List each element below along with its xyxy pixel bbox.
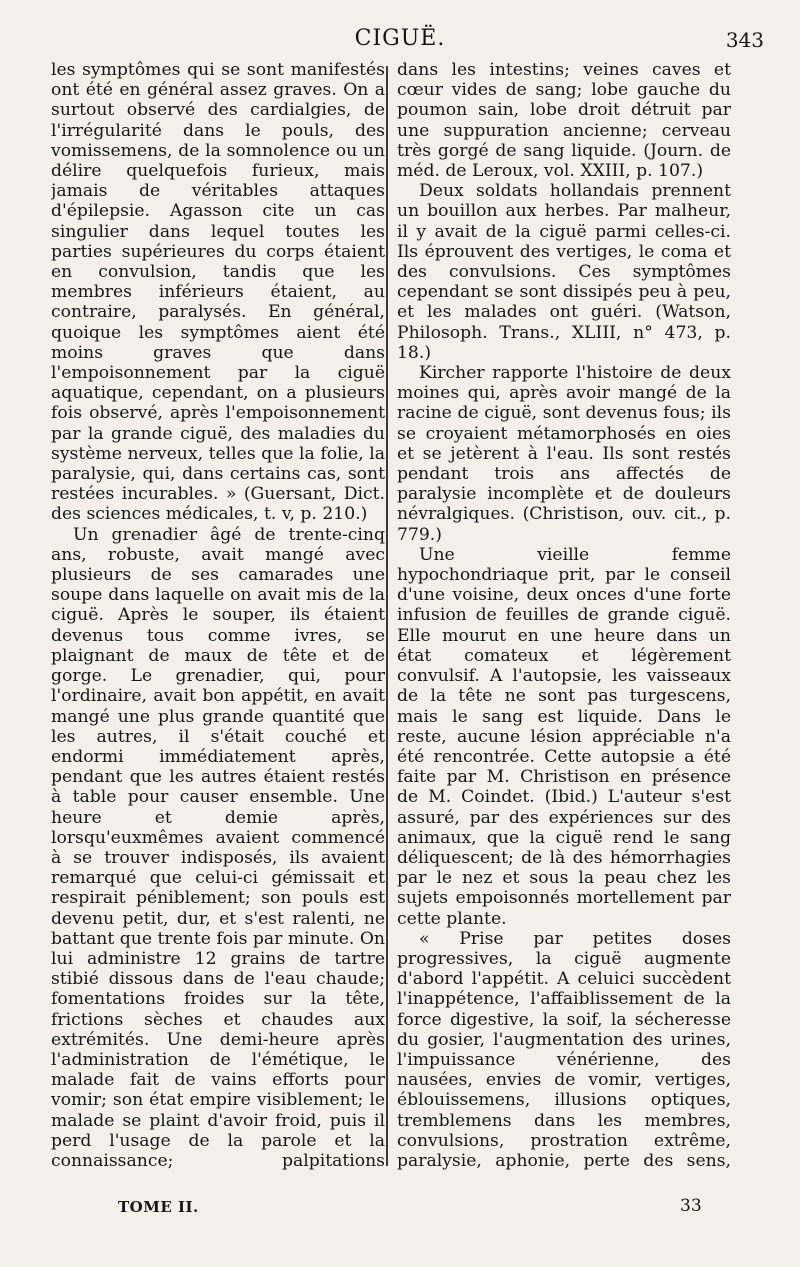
volume-label: TOME II. [118,1198,199,1216]
left-column [51,60,385,1170]
paragraph: les symptômes qui se sont manifestés ont été en général assez graves. On a surtout observé des cardialgies, de l'irrégularité dans le pouls, des vomissemens, de la somnolence ou un délire quelquefois furieux, mais jamais de véritables attaques d'épilepsie. Agasson cite un cas singulier dans lequel toutes les parties supérieures du corps étaient en convulsion, tandis que les membres inférieurs étaient, au contraire, paralysés. En général, quoique les symptômes aient été moins graves que dans l'empoisonnement par la ciguë aquatique, cependant, on a plusieurs fois observé, après l'empoisonnement par la grande ciguë, des maladies du système nerveux, telles que la folie, la paralysie, qui, dans certains cas, sont restées incurables. » (Guersant, Dict. des sciences médicales, t. v, p. 210.) [51,60,385,525]
paragraph: Deux soldats hollandais prennent un bouillon aux herbes. Par malheur, il y avait de la ciguë parmi celles-ci. Ils éprouvent des vertiges, le coma et des convulsions. Ces symptômes cependant se sont dissipés peu à peu, et les malades ont guéri. (Watson, Philosoph. Trans., XLIII, n° 473, p. 18.) [397,181,731,363]
running-head-title: CIGUË. [354,26,446,51]
signature-mark: 33 [680,1196,702,1216]
paragraph: Une vieille femme hypochondriaque prit, par le conseil d'une voisine, deux onces d'une forte infusion de feuilles de grande ciguë. Elle mourut en une heure dans un état comateux et légèrement convulsif. A l'autopsie, les vaisseaux de la tête ne sont pas turgescens, mais le sang est liquide. Dans le reste, aucune lésion appréciable n'a été rencontrée. Cette autopsie a été faite par M. Christison en présence de M. Coindet. (Ibid.) L'auteur s'est assuré, par des expériences sur des animaux, que la ciguë rend le sang déliquescent; de là des hémorrhagies par le nez et sous la peau chez les sujets empoisonnés mortellement par cette plante. [397,544,731,929]
paragraph: « Prise par petites doses progressives, la ciguë augmente d'abord l'appétit. A celuici succèdent l'inappétence, l'affaiblissement de la force digestive, la soif, la sécheresse du gosier, l'augmentation des urines, l'impuissance vénérienne, des nausées, envies de vomir, vertiges, éblouissemens, illusions optiques, tremblemens dans les membres, convulsions, prostration extrême, paralysie, aphonie, perte des sens, [397,928,731,1170]
paragraph: dans les intestins; veines caves et cœur vides de sang; lobe gauche du poumon sain, lobe droit détruit par une suppuration ancienne; cerveau très gorgé de sang liquide. (Journ. de méd. de Leroux, vol. XXIII, p. 107.) [397,60,731,182]
column-divider [386,66,388,1166]
right-column [397,60,731,1170]
paragraph: Kircher rapporte l'histoire de deux moines qui, après avoir mangé de la racine de ciguë, sont devenus fous; ils se croyaient métamorphosés en oies et se jetèrent à l'eau. Ils sont restés pendant trois ans affectés de paralysie incomplète et de douleurs névralgiques. (Christison, ouv. cit., p. 779.) [397,363,731,545]
page-number: 343 [725,28,764,52]
paragraph: Un grenadier âgé de trente-cinq ans, robuste, avait mangé avec plusieurs de ses camarades une soupe dans laquelle on avait mis de la ciguë. Après le souper, ils étaient devenus tous comme ivres, se plaignant de maux de tête et de gorge. Le grenadier, qui, pour l'ordinaire, avait bon appétit, en avait mangé une plus grande quantité que les autres, il s'était couché et endormi immédiatement après, pendant que les autres étaient restés à table pour causer ensemble. Une heure et demie après, lorsqu'euxmêmes avaient commencé à se trouver indisposés, ils avaient remarqué que celui-ci gémissait et respirait péniblement; son pouls est devenu petit, dur, et s'est ralenti, ne battant que trente fois par minute. On lui administre 12 grains de tartre stibié dissous dans de l'eau chaude; fomentations froides sur la tête, frictions sèches et chaudes aux extrémités. Une demi-heure après l'administration de l'émétique, le malade fait de vains efforts pour vomir; son état empire visiblement; le malade se plaint d'avoir froid, puis il perd l'usage de la parole et la connaissance; palpitations [51,524,385,1170]
